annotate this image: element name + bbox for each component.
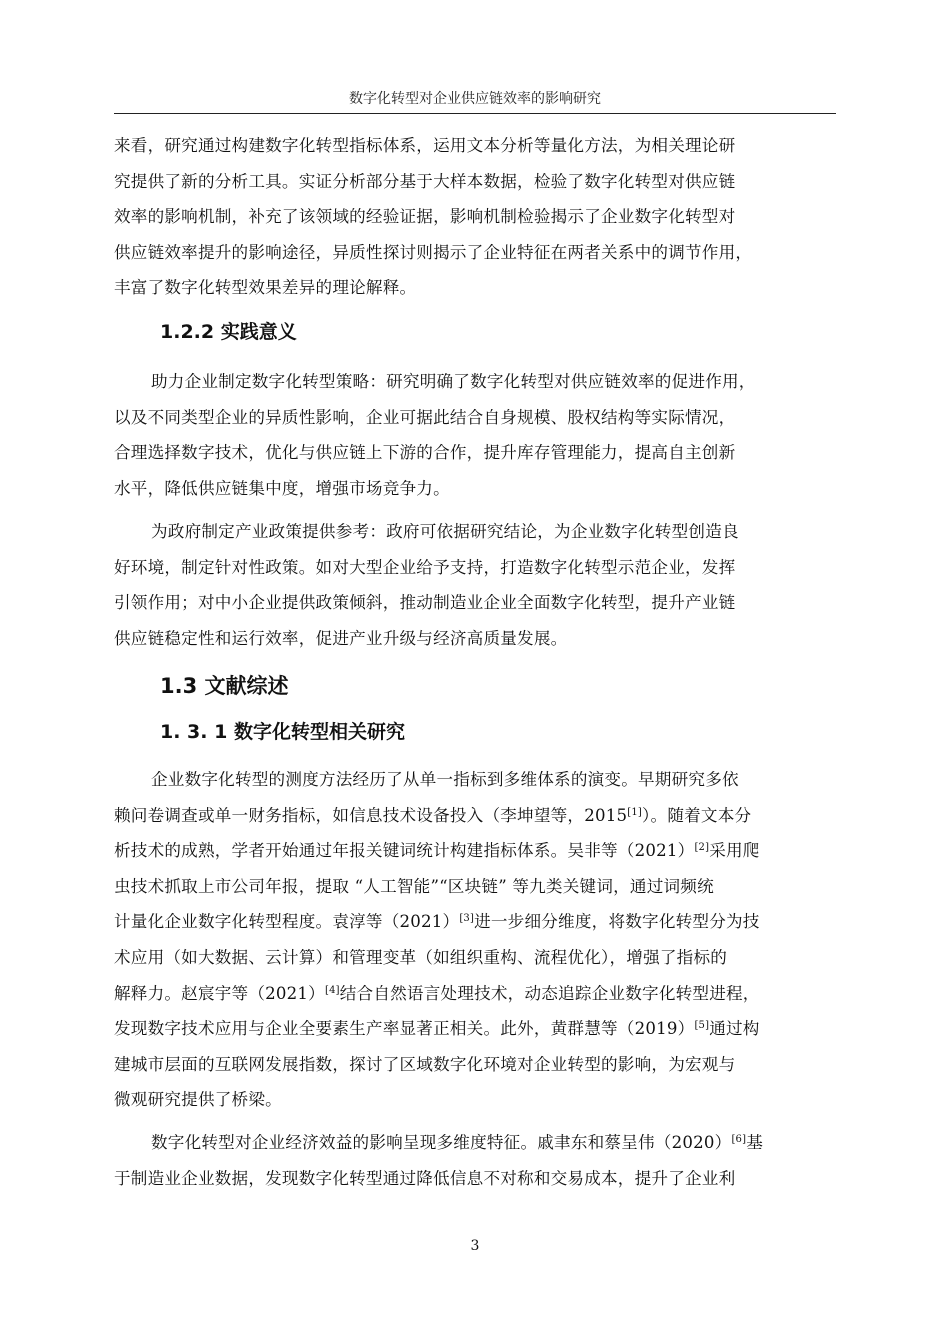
running-header: 数字化转型对企业供应链效率的影响研究 [349, 91, 601, 107]
section-heading-1-3: 1.3 文献综述 [160, 674, 289, 698]
citation-ref: [3] [459, 913, 475, 925]
paragraph-theoretical-significance-continued [114, 128, 836, 306]
text-line: 数字化转型对企业经济效益的影响呈现多维度特征。戚聿东和蔡呈伟（2020）[6]基 [151, 1133, 763, 1152]
text-line: 究提供了新的分析工具。实证分析部分基于大样本数据，检验了数字化转型对供应链 [114, 171, 736, 191]
text-line: 虫技术抓取上市公司年报，提取 “人工智能”“区块链” 等九类关键词，通过词频统 [114, 876, 714, 896]
text-line: 为政府制定产业政策提供参考：政府可依据研究结论，为企业数字化转型创造良 [151, 522, 739, 541]
citation-ref: [4] [324, 984, 340, 996]
section-heading-1-2-2: 1.2.2 实践意义 [160, 321, 297, 343]
text-line: 企业数字化转型的测度方法经历了从单一指标到多维体系的演变。早期研究多依 [151, 770, 739, 789]
text-line: 合理选择数字技术，优化与供应链上下游的合作，提升库存管理能力，提高自主创新 [114, 443, 736, 463]
text-line: 供应链效率提升的影响途径，异质性探讨则揭示了企业特征在两者关系中的调节作用， [114, 242, 753, 262]
text-line: 丰富了数字化转型效果差异的理论解释。 [114, 278, 417, 298]
text-line: 助力企业制定数字化转型策略：研究明确了数字化转型对供应链效率的促进作用， [151, 372, 756, 391]
text-line: 赖问卷调查或单一财务指标，如信息技术设备投入（李坤望等，2015[1]）。随着文本分 [114, 805, 752, 825]
citation-ref: [2] [694, 842, 710, 854]
text-line: 水平，降低供应链集中度，增强市场竞争力。 [114, 478, 450, 498]
text-line: 析技术的成熟，学者开始通过年报关键词统计构建指标体系。吴非等（2021）[2]采用爬 [114, 841, 760, 861]
text-line: 于制造业企业数据，发现数字化转型通过降低信息不对称和交易成本，提升了企业利 [114, 1168, 736, 1188]
paragraph-economic-benefits [114, 1125, 836, 1196]
section-heading-1-3-1: 1. 3. 1 数字化转型相关研究 [160, 721, 405, 743]
text-line: 引领作用；对中小企业提供政策倾斜，推动制造业企业全面数字化转型，提升产业链 [114, 593, 736, 613]
text-line: 效率的影响机制，补充了该领域的经验证据，影响机制检验揭示了企业数字化转型对 [114, 207, 736, 227]
text-line: 以及不同类型企业的异质性影响，企业可据此结合自身规模、股权结构等实际情况， [114, 407, 736, 427]
page-number: 3 [470, 1238, 480, 1254]
header-rule [114, 113, 836, 114]
text-line: 供应链稳定性和运行效率，促进产业升级与经济高质量发展。 [114, 628, 568, 648]
paragraph-government-policy [114, 514, 836, 656]
text-line: 微观研究提供了桥梁。 [114, 1090, 282, 1110]
text-line: 建城市层面的互联网发展指数，探讨了区域数字化环境对企业转型的影响，为宏观与 [114, 1054, 736, 1074]
citation-ref: [1] [627, 806, 643, 818]
text-line: 解释力。赵宸宇等（2021）[4]结合自然语言处理技术，动态追踪企业数字化转型进程， [114, 983, 760, 1003]
text-line: 好环境，制定针对性政策。如对大型企业给予支持，打造数字化转型示范企业，发挥 [114, 557, 736, 577]
text-line: 计量化企业数字化转型程度。袁淳等（2021）[3]进一步细分维度，将数字化转型分为技 [114, 912, 760, 932]
paragraph-digital-transformation-measurement [114, 762, 836, 1118]
paragraph-enterprise-strategy [114, 364, 836, 506]
text-line: 术应用（如大数据、云计算）和管理变革（如组织重构、流程优化），增强了指标的 [114, 947, 728, 967]
citation-ref: [6] [731, 1134, 747, 1145]
citation-ref: [5] [694, 1020, 710, 1032]
text-line: 发现数字技术应用与企业全要素生产率显著正相关。此外，黄群慧等（2019）[5]通过构 [114, 1019, 760, 1039]
text-line: 来看，研究通过构建数字化转型指标体系，运用文本分析等量化方法，为相关理论研 [114, 136, 736, 155]
